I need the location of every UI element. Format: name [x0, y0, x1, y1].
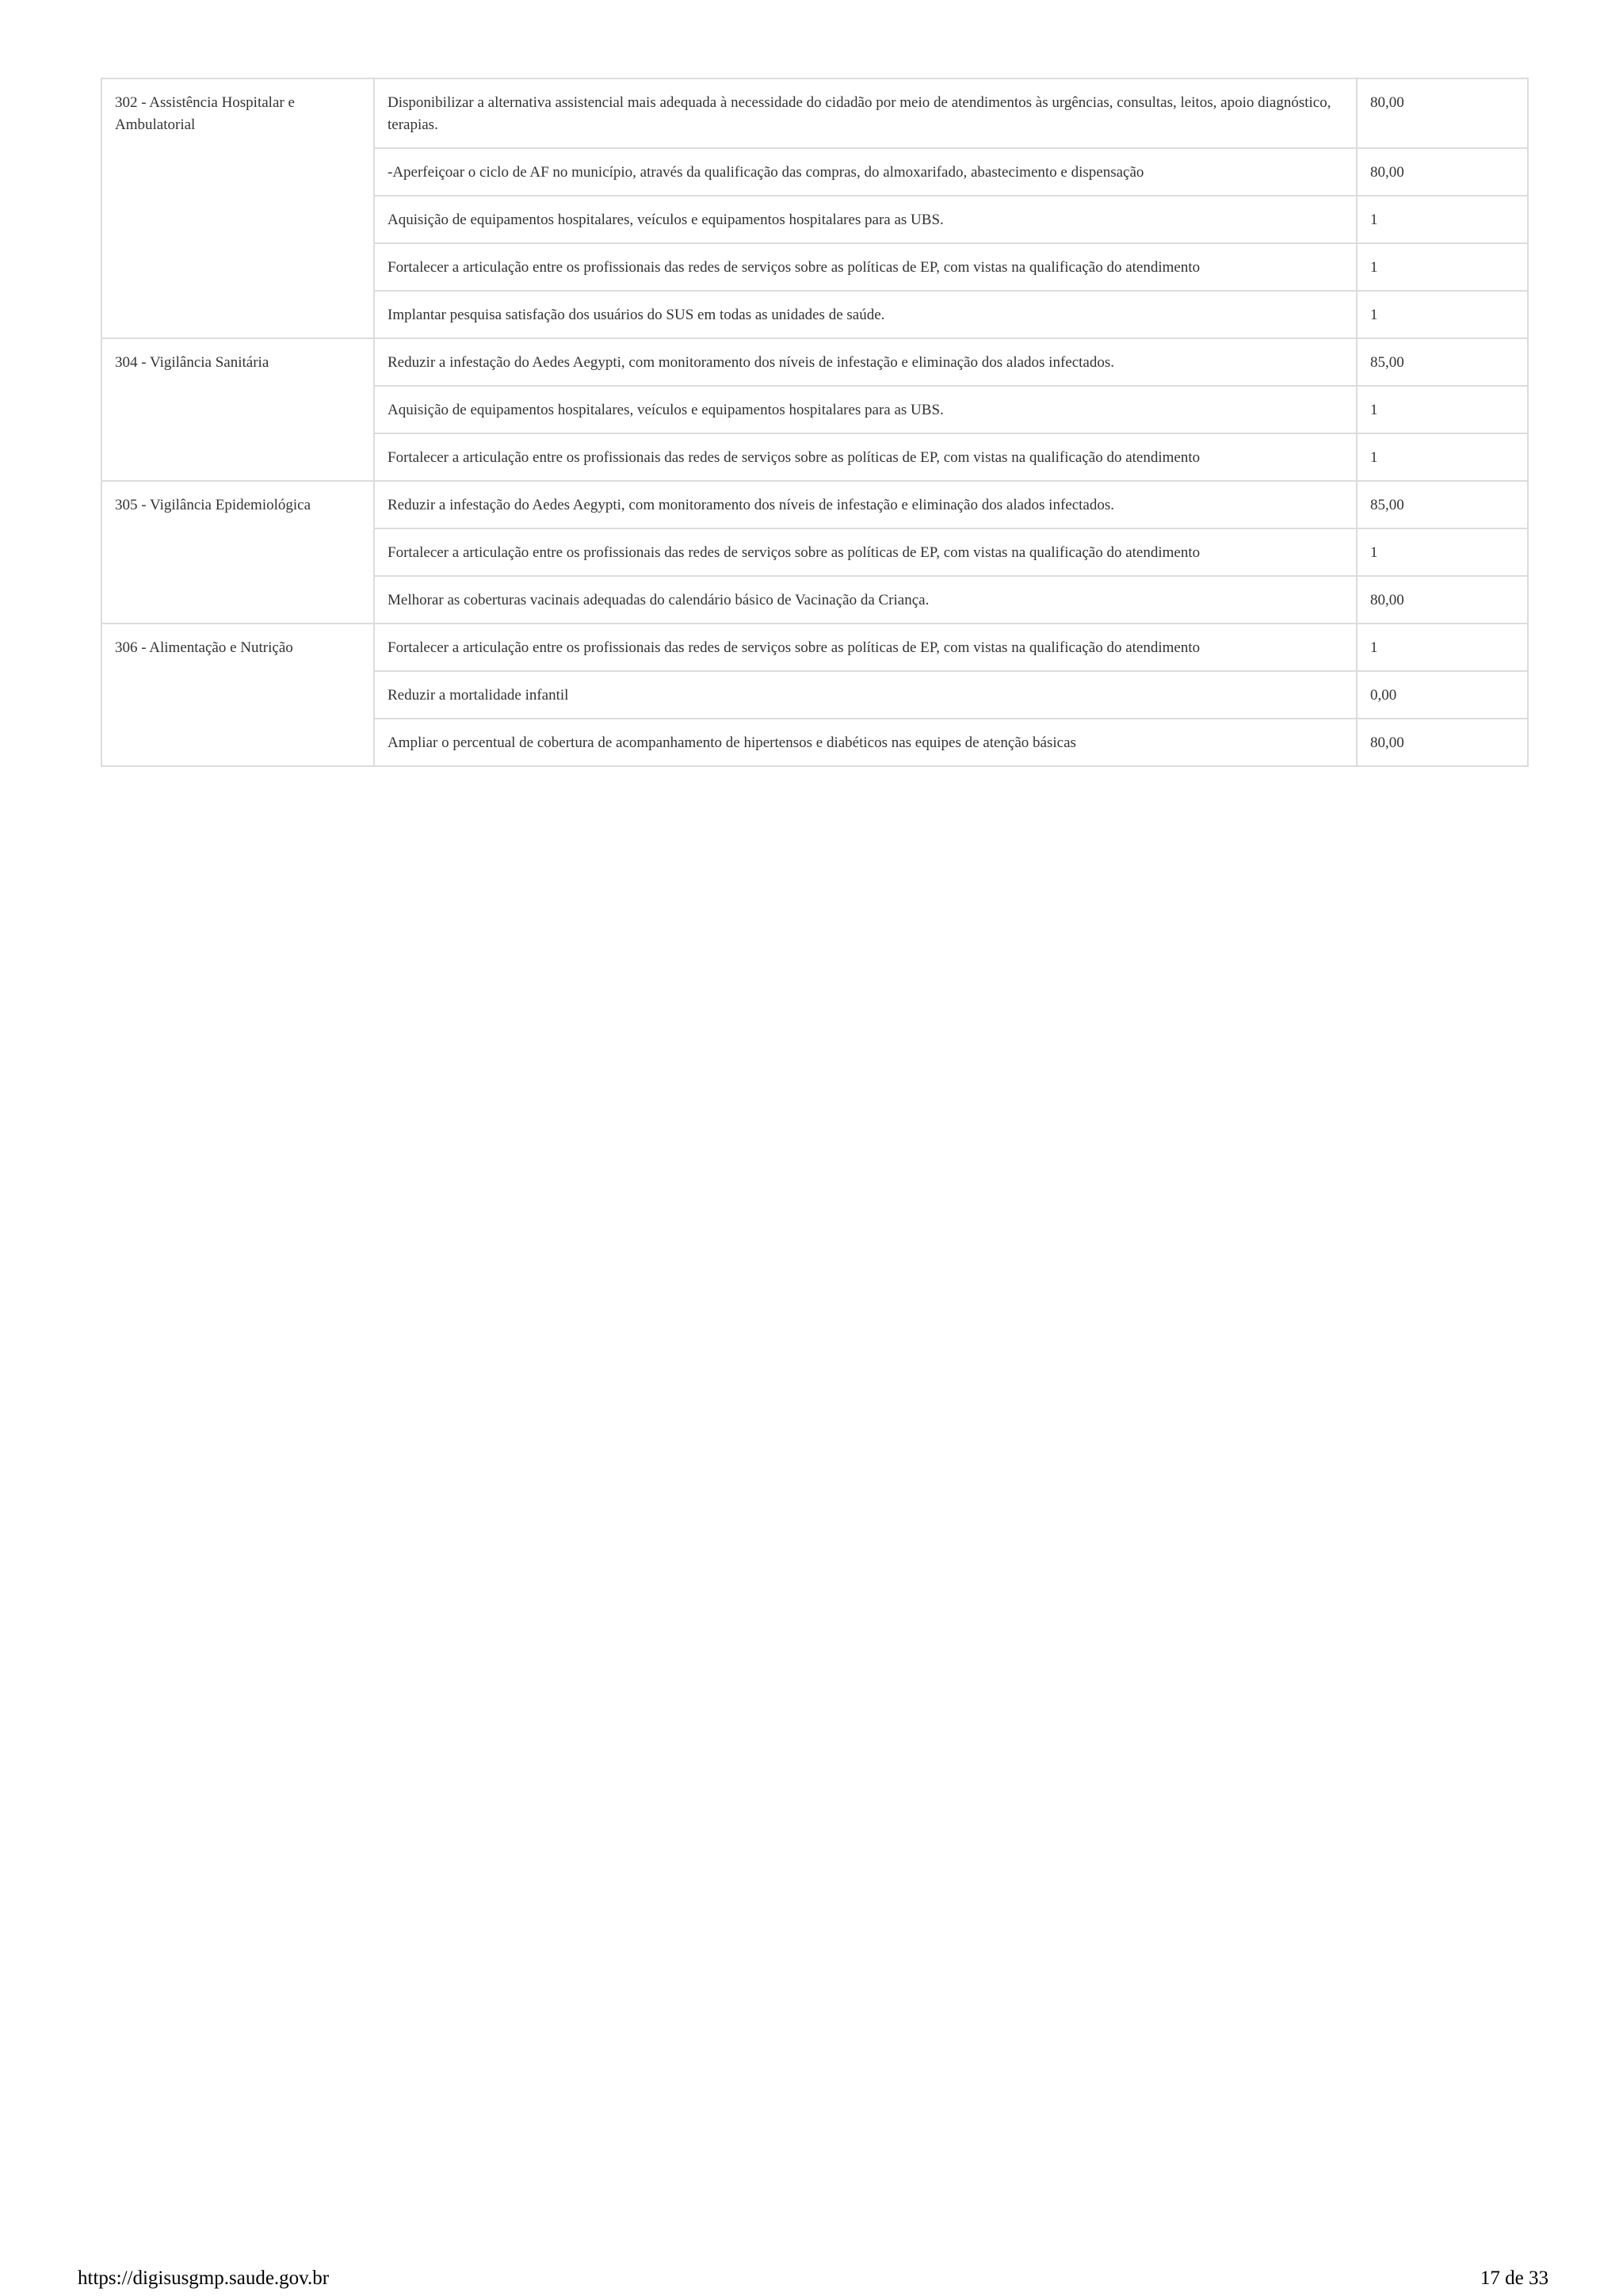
goal-cell: Reduzir a infestação do Aedes Aegypti, com monitoramento dos níveis de infestação e eliminação dos alados infectados.: [374, 481, 1357, 528]
goal-cell: Fortalecer a articulação entre os profissionais das redes de serviços sobre as políticas de EP, com vistas na qualificação do atendimento: [374, 624, 1357, 671]
value-cell: 80,00: [1357, 576, 1528, 624]
value-cell: 1: [1357, 528, 1528, 576]
value-cell: 1: [1357, 433, 1528, 481]
goal-cell: Reduzir a mortalidade infantil: [374, 671, 1357, 719]
table-row: [101, 338, 1528, 386]
goal-cell: Aquisição de equipamentos hospitalares, veículos e equipamentos hospitalares para as UBS.: [374, 386, 1357, 433]
subfunction-cell: 302 - Assistência Hospitalar e Ambulatorial: [101, 78, 374, 338]
value-cell: 80,00: [1357, 148, 1528, 196]
subfunction-cell: 304 - Vigilância Sanitária: [101, 338, 374, 481]
table-row: [101, 624, 1528, 671]
goal-cell: Ampliar o percentual de cobertura de acompanhamento de hipertensos e diabéticos nas equipes de atenção básicas: [374, 719, 1357, 766]
goal-cell: Fortalecer a articulação entre os profissionais das redes de serviços sobre as políticas de EP, com vistas na qualificação do atendimento: [374, 528, 1357, 576]
page-number: 17 de 33: [1480, 2267, 1549, 2289]
subfunction-cell: 305 - Vigilância Epidemiológica: [101, 481, 374, 624]
value-cell: 1: [1357, 243, 1528, 291]
value-cell: 1: [1357, 624, 1528, 671]
value-cell: 1: [1357, 196, 1528, 243]
value-cell: 80,00: [1357, 78, 1528, 148]
value-cell: 0,00: [1357, 671, 1528, 719]
footer-url: https://digisusgmp.saude.gov.br: [78, 2267, 330, 2289]
value-cell: 80,00: [1357, 719, 1528, 766]
subfunction-cell: 306 - Alimentação e Nutrição: [101, 624, 374, 766]
value-cell: 85,00: [1357, 338, 1528, 386]
goal-cell: Melhorar as coberturas vacinais adequadas do calendário básico de Vacinação da Criança.: [374, 576, 1357, 624]
table-row: [101, 481, 1528, 528]
value-cell: 85,00: [1357, 481, 1528, 528]
table-row: [101, 78, 1528, 148]
goal-cell: Reduzir a infestação do Aedes Aegypti, com monitoramento dos níveis de infestação e eliminação dos alados infectados.: [374, 338, 1357, 386]
goal-cell: Fortalecer a articulação entre os profissionais das redes de serviços sobre as políticas de EP, com vistas na qualificação do atendimento: [374, 433, 1357, 481]
value-cell: 1: [1357, 291, 1528, 338]
goal-cell: Fortalecer a articulação entre os profissionais das redes de serviços sobre as políticas de EP, com vistas na qualificação do atendimento: [374, 243, 1357, 291]
goals-table: [101, 78, 1529, 767]
goal-cell: Aquisição de equipamentos hospitalares, veículos e equipamentos hospitalares para as UBS.: [374, 196, 1357, 243]
goal-cell: Disponibilizar a alternativa assistencial mais adequada à necessidade do cidadão por meio de atendimentos às urgências, consultas, leitos, apoio diagnóstico, terapias.: [374, 78, 1357, 148]
goal-cell: Implantar pesquisa satisfação dos usuários do SUS em todas as unidades de saúde.: [374, 291, 1357, 338]
value-cell: 1: [1357, 386, 1528, 433]
goal-cell: -Aperfeiçoar o ciclo de AF no município, através da qualificação das compras, do almoxarifado, abastecimento e dispensação: [374, 148, 1357, 196]
